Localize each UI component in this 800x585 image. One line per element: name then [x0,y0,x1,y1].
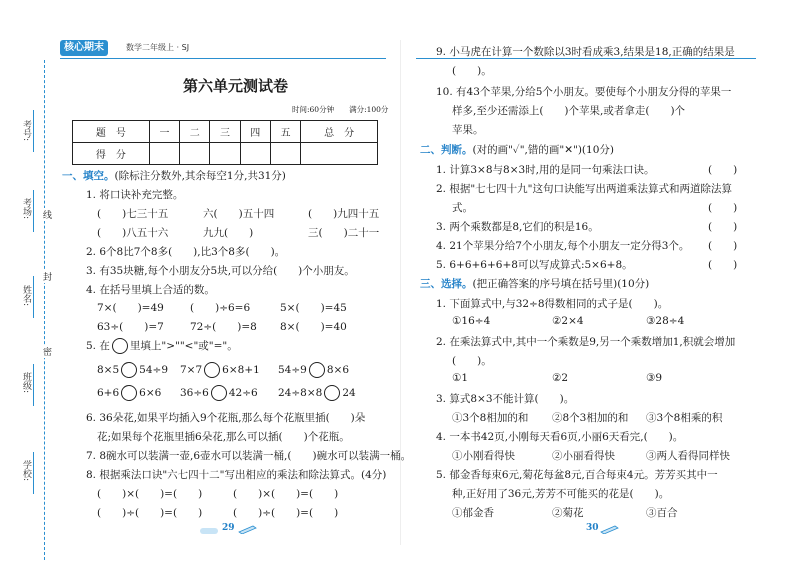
judge-item: 4. 21个苹果分给7个小朋友,每个小朋友一定分得3个。 [436,240,690,252]
question-text: 6. 36朵花,如果平均插入9个花瓶,那么每个花瓶里插( )朵 [86,412,366,424]
choice-option[interactable]: ①郁金香 [452,507,494,519]
fill-item: ( )×( )=( ) [97,488,203,500]
circle-icon[interactable] [309,362,325,378]
choice-question: 1. 下面算式中,与32÷8得数相同的式子是( )。 [436,298,669,310]
cut-mark-line: 线 [41,210,51,219]
choice-question: 2. 在乘法算式中,其中一个乘数是9,另一个乘数增加1,积就会增加 [436,336,736,348]
choice-option[interactable]: ③百合 [646,507,678,519]
choice-option[interactable]: ②2×4 [552,315,584,327]
choice-option[interactable]: ③28÷4 [646,315,685,327]
question-text: 9. 小马虎在计算一个数除以3时看成乘3,结果是18,正确的结果是 [436,46,735,58]
circle-icon [112,338,128,354]
judge-answer[interactable]: ( ) [708,240,738,252]
blank-line [33,364,34,406]
fill-item: 8×( )=40 [280,321,347,333]
table-cell: 一 [149,121,179,143]
question-text [86,338,238,354]
fill-item: ( )九四十五 [308,208,380,220]
section-title: 选择。 [441,278,473,290]
cut-mark-secret: 密 [41,347,51,356]
section-note: (除标注分数外,其余每空1分,共31分) [114,170,286,182]
judge-answer[interactable]: ( ) [708,259,738,271]
binding-margin [0,0,55,585]
question-text: 2. 6个8比7个8多( ),比3个8多( )。 [86,246,286,258]
cut-mark-seal: 封 [41,272,51,281]
fill-item: 三( )二十一 [308,227,380,239]
fill-item: ( )÷( )=( ) [97,507,203,519]
question-text: 1. 将口诀补充完整。 [86,189,184,201]
expr: 54÷9 [139,364,169,376]
section-3-heading [420,276,649,291]
expr: 6×8+1 [222,364,260,376]
section-number: 一、 [62,170,83,182]
score-input-cell[interactable] [180,143,210,165]
choice-option[interactable]: ②8个3相加的和 [552,412,629,424]
header-rule-left [60,58,386,59]
label-exam-number: 考号: [21,120,31,142]
compare-item [278,362,349,378]
judge-item: 2. 根据"七七四十九"这句口诀能写出两道乘法算式和两道除法算 [436,183,733,195]
question-text: 花;如果每个花瓶里插6朵花,那么可以插( )个花瓶。 [97,431,350,443]
choice-question: 3. 算式8×3不能计算( )。 [436,393,575,405]
fill-item: ( )七三十五 [97,208,169,220]
question-text: 样多,至少还需添上( )个苹果,或者拿走( )个 [452,105,686,117]
question-text: 8. 根据乘法口诀"六七四十二"写出相应的乘法和除法算式。(4分) [86,469,387,481]
label-class: 班级: [21,372,31,394]
table-cell: 得 分 [73,143,150,165]
choice-question: 种,正好用了36元,芳芳不可能买的花是( )。 [452,488,670,500]
choice-option[interactable]: ①3个8相加的和 [452,412,529,424]
expr: 6+6 [97,387,120,399]
choice-option[interactable]: ①16÷4 [452,315,491,327]
page-number-decor [200,528,218,534]
question-text: 10. 有43个苹果,分给5个小朋友。要使每个小朋友分得的苹果一 [436,86,732,98]
brand-logo: 核心期末 [60,40,108,56]
expr: 24÷8×8 [278,387,323,399]
section-title: 判断。 [441,144,473,156]
fill-item: 63÷( )=7 [97,321,164,333]
header-subtitle: 数学二年级上 · SJ [126,43,190,52]
table-cell: 二 [180,121,210,143]
score-input-cell[interactable] [270,143,300,165]
question-text: 7. 8碗水可以装满一壶,6壶水可以装满一桶,( )碗水可以装满一桶。 [86,450,412,462]
pencil-icon [238,524,258,534]
answer-blank[interactable]: ( )。 [452,65,492,77]
table-cell: 题 号 [73,121,150,143]
expr: 36÷6 [180,387,209,399]
section-note: (对的画"✓",错的画"✕")(10分) [472,144,614,156]
page-number-right: 30 [586,523,599,533]
circle-icon[interactable] [324,385,340,401]
expr: 8×6 [326,364,350,376]
judge-answer[interactable]: ( ) [708,221,738,233]
section-note: (把正确答案的序号填在括号里)(10分) [472,278,650,290]
expr: 6×6 [139,387,162,399]
question-text: 3. 有35块糖,每个小朋友分5块,可以分给( )个小朋友。 [86,265,355,277]
label-exam-room: 考场: [21,198,31,220]
expr: 8×5 [97,364,120,376]
circle-icon[interactable] [121,362,137,378]
choice-question: 5. 郁金香每束6元,菊花每盆8元,百合每束4元。芳芳买其中一 [436,469,718,481]
choice-question: 4. 一本书42页,小刚每天看6页,小丽6天看完,( )。 [436,431,684,443]
choice-option[interactable]: ③9 [646,372,663,384]
q5-prefix: 5. 在 [86,340,110,352]
page-number-left: 29 [222,523,235,533]
question-text: 4. 在括号里填上合适的数。 [86,284,215,296]
expr: 54÷9 [278,364,307,376]
page-divider [400,40,401,545]
choice-option[interactable]: ①小刚看得快 [452,450,515,462]
judge-item: 3. 两个乘数都是8,它们的积是16。 [436,221,599,233]
section-number: 二、 [420,144,441,156]
pencil-icon [600,524,620,534]
fill-item: 72÷( )=8 [190,321,257,333]
fill-item: 7×( )=49 [97,302,164,314]
circle-icon[interactable] [211,385,227,401]
compare-item [97,385,161,401]
judge-item: 5. 6+6+6+6+8可以写成算式:5×6+8。 [436,259,633,271]
label-school: 学校: [21,460,31,482]
choice-option[interactable]: ②菊花 [552,507,584,519]
judge-answer[interactable]: ( ) [708,202,738,214]
judge-item: 1. 计算3×8与8×3时,用的是同一句乘法口诀。 [436,164,655,176]
section-1-heading [62,168,286,183]
choice-option[interactable]: ②2 [552,372,569,384]
choice-question: ( )。 [452,355,492,367]
expr: 24 [342,387,356,399]
compare-item [180,362,260,378]
table-row [73,121,378,143]
table-cell: 总 分 [301,121,378,143]
table-cell: 三 [210,121,240,143]
section-number: 三、 [420,278,441,290]
compare-item [180,385,258,401]
score-input-cell[interactable] [149,143,179,165]
choice-option[interactable]: ①1 [452,372,469,384]
binding-dashed-line [44,60,45,560]
page-title: 第六单元测试卷 [183,77,289,95]
choice-option[interactable]: ②小丽看得快 [552,450,615,462]
fill-item: ( )八五十六 [97,227,169,239]
blank-line [33,276,34,318]
section-title: 填空。 [83,170,115,182]
exam-meta: 时间:60分钟 满分:100分 [292,105,389,114]
table-cell: 四 [240,121,270,143]
expr: 42÷6 [228,387,258,399]
fill-item: ( )÷6=6 [190,302,251,314]
table-row [73,143,378,165]
circle-icon[interactable] [121,385,137,401]
fill-item: 六( )五十四 [203,208,275,220]
q5-suffix: 里填上">""<"或"="。 [129,340,238,352]
question-text: 苹果。 [452,124,484,136]
score-table [72,120,378,165]
compare-item [97,362,168,378]
circle-icon[interactable] [204,362,220,378]
blank-line [33,110,34,152]
blank-line [33,452,34,494]
fill-item: 5×( )=45 [280,302,347,314]
fill-item: ( )×( )=( ) [233,488,339,500]
expr: 7×7 [180,364,203,376]
fill-item: 九九( ) [203,227,254,239]
score-input-cell[interactable] [301,143,378,165]
section-2-heading [420,142,614,157]
blank-line [33,190,34,232]
choice-option[interactable]: ③3个8相乘的积 [646,412,723,424]
judge-item: 式。 [452,202,473,214]
choice-option[interactable]: ③两人看得同样快 [646,450,730,462]
score-input-cell[interactable] [240,143,270,165]
label-name: 姓名: [21,285,31,307]
table-cell: 五 [270,121,300,143]
score-input-cell[interactable] [210,143,240,165]
compare-item [278,385,356,401]
judge-answer[interactable]: ( ) [708,164,738,176]
fill-item: ( )÷( )=( ) [233,507,339,519]
